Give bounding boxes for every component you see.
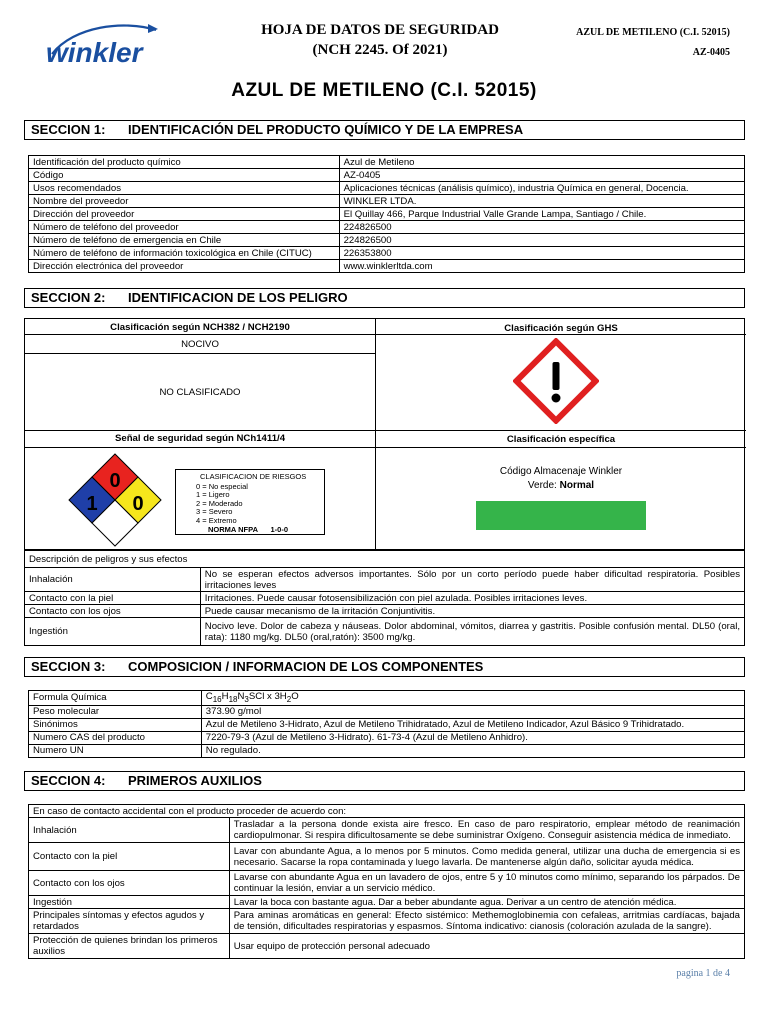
row-label: Número de teléfono de emergencia en Chile [29,234,340,247]
table-row [25,605,745,618]
nfpa-diamond-icon [67,452,163,548]
header-product-code: AZ-0405 [692,47,730,58]
section1-heading [24,120,745,140]
nfpa-legend-title: CLASIFICACION DE RIESGOS [200,472,307,481]
row-value: Azul de Metileno [339,156,744,169]
table-row [29,705,745,718]
ghs-exclamation-pictogram [513,338,599,424]
row-label: Dirección electrónica del proveedor [29,260,340,273]
row-label: Sinónimos [29,718,202,731]
section1-number: SECCION 1: [31,122,106,137]
row-value: No regulado. [201,744,744,757]
section3-table [28,690,745,758]
row-label: Peso molecular [29,705,202,718]
row-label: Contacto con los ojos [25,605,201,618]
formula-value: $C_{16}H_{18}N_3SCl$ x $3H_2O$ [201,691,744,706]
header-title-line1: HOJA DE DATOS DE SEGURIDAD [261,22,499,38]
row-value: 373.90 g/mol [201,705,744,718]
row-value: Aplicaciones técnicas (análisis químico), industria Química en general, Docencia. [339,182,744,195]
row-label: Número de teléfono de información toxicológica en Chile (CITUC) [29,247,340,260]
row-label: Numero UN [29,744,202,757]
row-value: 224826500 [339,234,744,247]
no-clasificado-label: NO CLASIFICADO [159,387,241,398]
row-label: Contacto con la piel [29,843,230,871]
section2-heading [24,288,745,308]
header-title [230,20,530,60]
row-label: Ingestión [29,896,230,909]
senal-label: Señal de seguridad según NCh1411/4 [114,433,286,444]
winkler-logo [44,20,164,68]
row-value: 7220-79-3 (Azul de Metileno 3-Hidrato). 61-73-4 (Azul de Metileno Anhidro). [201,731,744,744]
section4-title: PRIMEROS AUXILIOS [128,773,262,788]
row-value: Azul de Metileno 3-Hidrato, Azul de Metileno Trihidratado, Azul de Metileno Indicador, Azul Básico 9 Trihidratado. [201,718,744,731]
logo-text: winkler [46,37,143,68]
nocivo-label: NOCIVO [181,339,219,350]
nfpa-legend-item: 3 = Severo [196,507,233,516]
row-label: Protección de quienes brindan los primeros auxilios [29,934,230,959]
nfpa-reactivity-value: 0 [132,493,144,515]
nfpa-legend [175,469,325,535]
nfpa-legend-item: 2 = Moderado [196,498,243,508]
table-row [25,551,745,568]
table-row [25,618,745,646]
section4-intro: En caso de contacto accidental con el producto proceder de acuerdo con: [29,805,745,818]
row-value: Nocivo leve. Dolor de cabeza y náuseas. Dolor abdominal, vómitos, diarrea y gastritis. Posible confusión mental. DL50 (oral, rata): 1180 mg/kg. DL50 (oral,ratón): 3500 mg/kg. [200,618,744,646]
table-row [29,843,745,871]
row-label: Dirección del proveedor [29,208,340,221]
section4-table [28,804,745,959]
row-value: 226353800 [339,247,744,260]
row-value: Puede causar mecanismo de la irritación Conjuntivitis. [200,605,744,618]
table-row [29,156,745,169]
row-value: Trasladar a la persona donde exista aire fresco. En caso de paro respiratorio, emplear método de reanimación cardiopulmonar. Si respira dificultosamente se debe suministrar Oxígeno. Conseguir asistencia médica de inmediato. [229,818,744,843]
row-label: Código [29,169,340,182]
table-row [29,195,745,208]
table-row [29,896,745,909]
header-title-line2: (NCH 2245. Of 2021) [312,42,448,58]
table-row [25,592,745,605]
section3-heading [24,657,745,677]
formula-label: Formula Química [29,691,202,706]
table-row [29,934,745,959]
class-nch-label: Clasificación según NCH382 / NCH2190 [110,322,290,333]
section1-title: IDENTIFICACIÓN DEL PRODUCTO QUÍMICO Y DE LA EMPRESA [128,122,524,137]
section2-title: IDENTIFICACION DE LOS PELIGRO [128,290,348,305]
row-label: Ingestión [25,618,201,646]
section1-table [28,155,745,273]
table-row [29,718,745,731]
row-value: Lavarse con abundante Agua en un lavadero de ojos, entre 5 y 10 minutos como mínimo, separando los párpados. De continuar la lesión, enviar a un servicio médico. [229,871,744,896]
nfpa-health-value: 1 [86,493,98,515]
row-label: Identificación del producto químico [29,156,340,169]
almacenaje-label: Código Almacenaje Winkler [499,466,623,477]
row-value: Irritaciones. Puede causar fotosensibilización con piel azulada. Posibles irritaciones leves. [200,592,744,605]
class-ghs-label: Clasificación según GHS [504,323,618,334]
table-row [29,221,745,234]
hazard-classification-box [24,318,745,550]
section3-title: COMPOSICION / INFORMACION DE LOS COMPONENTES [128,659,484,674]
table-row [29,234,745,247]
row-label: Contacto con la piel [25,592,201,605]
row-value: AZ-0405 [339,169,744,182]
row-label: Nombre del proveedor [29,195,340,208]
header-product-name: AZUL DE METILENO (C.I. 52015) [576,27,730,38]
table-row [29,731,745,744]
table-row [25,568,745,592]
nfpa-legend-item: 0 = No especial [196,481,248,491]
table-row [29,909,745,934]
row-label: Principales síntomas y efectos agudos y retardados [29,909,230,934]
almacenaje-value: Verde: Normal [527,480,595,491]
row-value: Lavar la boca con bastante agua. Dar a beber abundante agua. Derivar a un centro de atención médica. [229,896,744,909]
page-header [0,0,768,70]
row-value: www.winklerltda.com [339,260,744,273]
table-row [29,182,745,195]
nfpa-legend-item: 4 = Extremo [196,515,237,525]
row-label: Usos recomendados [29,182,340,195]
section4-number: SECCION 4: [31,773,106,788]
desc-header: Descripción de peligros y sus efectos [25,551,745,568]
row-label: Inhalación [29,818,230,843]
table-row [29,871,745,896]
hazard-effects-table [24,550,745,646]
section3-number: SECCION 3: [31,659,106,674]
table-row [29,744,745,757]
section4-heading [24,771,745,791]
header-product-ref [576,23,730,63]
row-value: Usar equipo de protección personal adecuado [229,934,744,959]
row-value: No se esperan efectos adversos importantes. Sólo por un corto período puede haber dificultad respiratoria. Posibles irritaciones leves [200,568,744,592]
row-label: Contacto con los ojos [29,871,230,896]
row-value: Para aminas aromáticas en general: Efecto sistémico: Methemoglobinemia con cefaleas, arritmias cardíacas, bajada de tensión, dificultades respiratorias y espasmos. Síntoma indicativo: cianosis (coloración azulada de la sangre). [229,909,744,934]
section2-number: SECCION 2: [31,290,106,305]
nfpa-norma: NORMA NFPA 1-0-0 [208,525,289,534]
nfpa-legend-item: 1 = Ligero [196,490,230,499]
row-value: WINKLER LTDA. [339,195,744,208]
nfpa-fire-value: 0 [109,470,121,492]
row-value: Lavar con abundante Agua, a lo menos por 5 minutos. Como medida general, utilizar una ducha de emergencia si es necesario. Sacarse la ropa contaminada y luego lavarla. De mantenerse algún daño, solicitar ayuda médica. [229,843,744,871]
table-row [29,247,745,260]
row-value: El Quillay 466, Parque Industrial Valle Grande Lampa, Santiago / Chile. [339,208,744,221]
table-row [29,818,745,843]
table-row [29,169,745,182]
table-row [29,260,745,273]
almacenaje-color-bar [476,501,646,530]
row-label: Numero CAS del producto [29,731,202,744]
row-label: Número de teléfono del proveedor [29,221,340,234]
class-especifica-label: Clasificación específica [506,434,616,445]
table-row [29,208,745,221]
row-value: 224826500 [339,221,744,234]
page-number: pagina 1 de 4 [676,968,730,979]
document-title: AZUL DE METILENO (C.I. 52015) [231,80,537,101]
row-label: Inhalación [25,568,201,592]
